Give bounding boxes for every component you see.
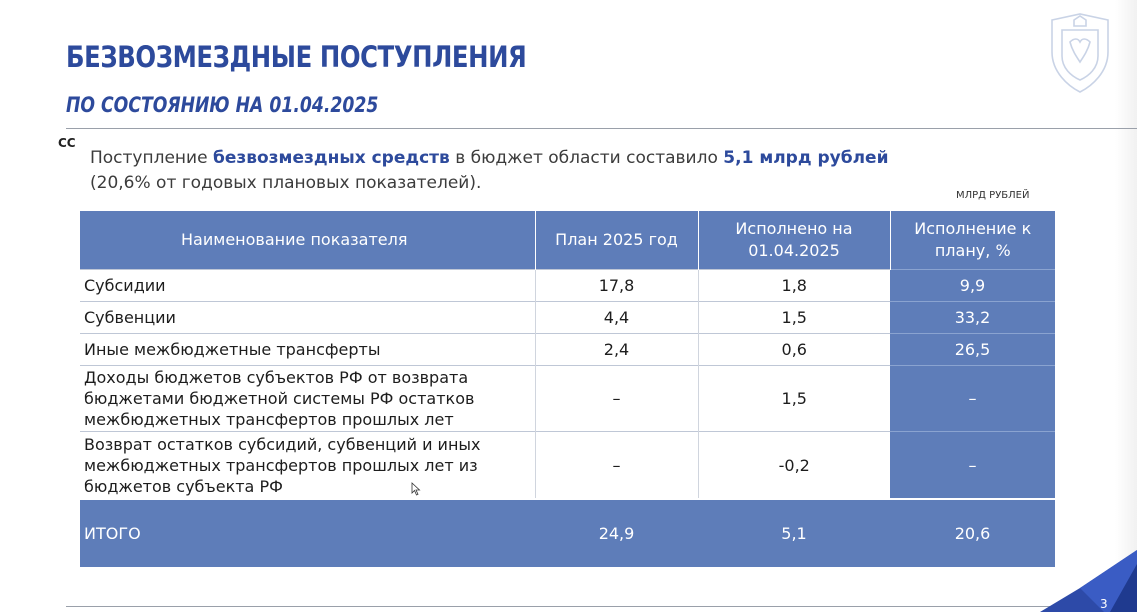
cursor-icon (411, 482, 421, 496)
table-row (80, 366, 1055, 432)
row-done: -0,2 (698, 432, 890, 500)
row-pct: – (890, 432, 1055, 500)
row-plan: – (535, 366, 698, 432)
page-number: 3 (1100, 597, 1108, 611)
table-row (80, 302, 1055, 334)
header-pct: Исполнение к плану, % (890, 211, 1055, 270)
row-done: 1,8 (698, 270, 890, 302)
table-total-row (80, 499, 1055, 567)
row-plan: – (535, 432, 698, 500)
intro-highlight-1: безвозмездных средств (212, 148, 450, 168)
header-divider (66, 128, 1137, 129)
row-pct: 9,9 (890, 270, 1055, 302)
slide-subtitle: ПО СОСТОЯНИЮ НА 01.04.2025 (66, 93, 379, 117)
row-name: Возврат остатков субсидий, субвенций и иных межбюджетных трансфертов прошлых лет из бюджетов субъекта РФ (80, 432, 535, 500)
row-plan: 17,8 (535, 270, 698, 302)
row-name: Доходы бюджетов субъектов РФ от возврата бюджетами бюджетной системы РФ остатков межбюджетных трансфертов прошлых лет (80, 366, 535, 432)
row-plan: 2,4 (535, 334, 698, 366)
slide-title: БЕЗВОЗМЕЗДНЫЕ ПОСТУПЛЕНИЯ (66, 40, 527, 74)
row-done: 1,5 (698, 366, 890, 432)
total-done: 5,1 (698, 499, 890, 567)
row-pct: – (890, 366, 1055, 432)
revenue-table (80, 211, 1055, 567)
row-pct: 26,5 (890, 334, 1055, 366)
row-name: Субсидии (80, 270, 535, 302)
corner-label: СС (58, 136, 76, 150)
row-name: Субвенции (80, 302, 535, 334)
total-name: ИТОГО (80, 499, 535, 567)
row-name: Иные межбюджетные трансферты (80, 334, 535, 366)
row-done: 0,6 (698, 334, 890, 366)
intro-highlight-2: 5,1 млрд рублей (723, 148, 889, 168)
table-row (80, 432, 1055, 500)
table-header-row (80, 211, 1055, 270)
intro-text (90, 146, 920, 196)
total-plan: 24,9 (535, 499, 698, 567)
units-label: МЛРД РУБЛЕЙ (956, 190, 1030, 201)
header-done: Исполнено на 01.04.2025 (698, 211, 890, 270)
footer-divider (66, 606, 1056, 607)
intro-part1: Поступление (90, 148, 213, 168)
corner-decoration (1040, 550, 1137, 612)
header-plan: План 2025 год (535, 211, 698, 270)
row-pct: 33,2 (890, 302, 1055, 334)
coat-of-arms-icon (1044, 12, 1116, 94)
table-row (80, 334, 1055, 366)
row-done: 1,5 (698, 302, 890, 334)
total-pct: 20,6 (890, 499, 1055, 567)
row-plan: 4,4 (535, 302, 698, 334)
header-name: Наименование показателя (80, 211, 535, 270)
intro-part2: в бюджет области составило (449, 148, 724, 168)
intro-part3: (20,6% от годовых плановых показателей). (90, 173, 482, 193)
frame-shade (1115, 0, 1137, 612)
table-row (80, 270, 1055, 302)
